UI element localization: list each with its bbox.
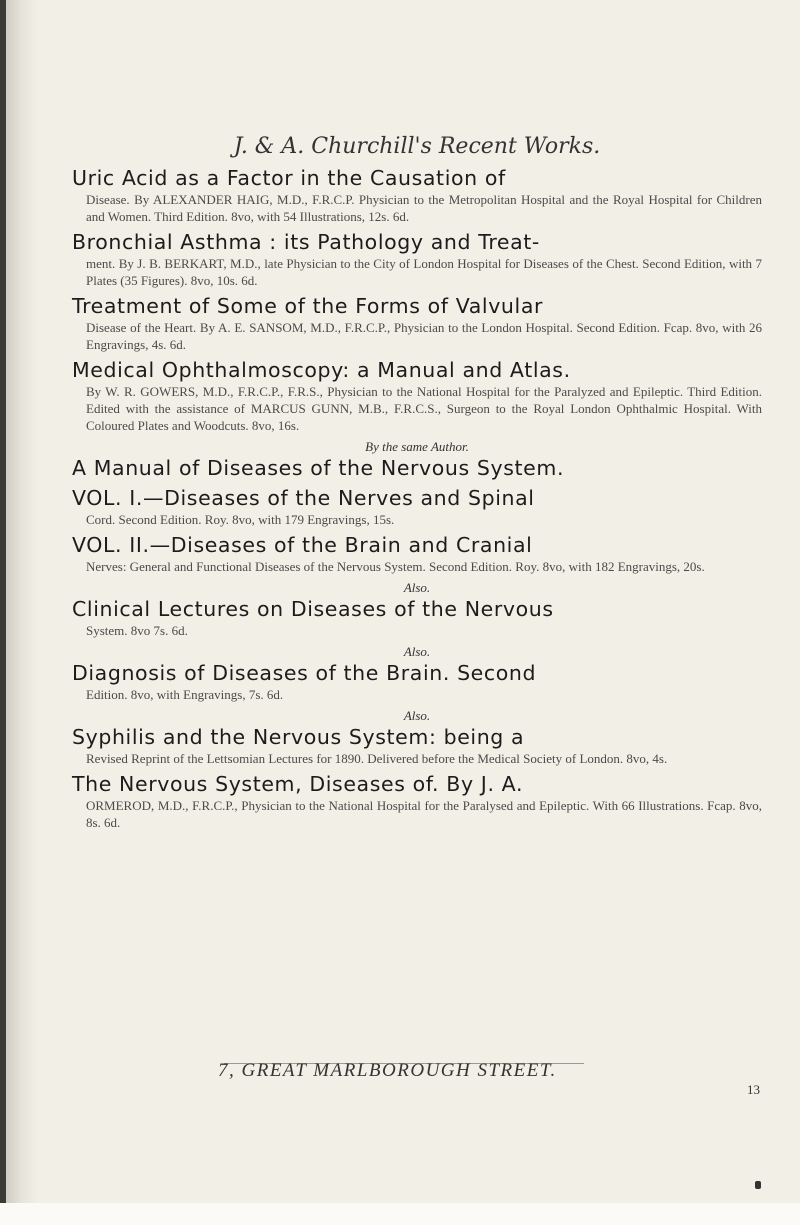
ink-blemish bbox=[755, 1181, 761, 1189]
page-number: 13 bbox=[747, 1082, 760, 1097]
book-entry bbox=[72, 533, 762, 575]
page-bottom-edge bbox=[0, 1203, 800, 1225]
book-title: The Nervous System, Diseases of. By J. A. bbox=[72, 772, 524, 796]
book-title: Medical Ophthalmoscopy: a Manual and Atlas. bbox=[72, 358, 571, 382]
book-title: Uric Acid as a Factor in the Causation of bbox=[72, 166, 506, 190]
book-entry bbox=[72, 725, 762, 767]
book-description: Disease. By ALEXANDER HAIG, M.D., F.R.C.P. Physician to the Metropolitan Hospital and the Royal Hospital for Children and Women. Third Edition. 8vo, with 54 Illustrations, 12s. 6d. bbox=[86, 192, 762, 224]
running-header: J. & A. Churchill's Recent Works. bbox=[233, 134, 601, 159]
byline-note: Also. bbox=[403, 708, 431, 723]
book-title: VOL. II.—Diseases of the Brain and Cranial bbox=[72, 533, 533, 557]
book-title: A Manual of Diseases of the Nervous System. bbox=[72, 456, 565, 480]
book-description: Revised Reprint of the Lettsomian Lectures for 1890. Delivered before the Medical Society of London. 8vo, 4s. bbox=[86, 751, 668, 766]
byline-note: Also. bbox=[403, 644, 431, 659]
book-description: Cord. Second Edition. Roy. 8vo, with 179 Engravings, 15s. bbox=[86, 512, 395, 527]
book-title: Treatment of Some of the Forms of Valvular bbox=[72, 294, 544, 318]
book-title: VOL. I.—Diseases of the Nerves and Spinal bbox=[72, 486, 535, 510]
book-entry bbox=[72, 597, 762, 639]
book-entry bbox=[72, 358, 762, 434]
book-entry bbox=[72, 661, 762, 703]
page-content bbox=[72, 134, 762, 836]
book-title: Syphilis and the Nervous System: being a bbox=[72, 725, 525, 749]
book-description: Disease of the Heart. By A. E. SANSOM, M.D., F.R.C.P., Physician to the London Hospital. Second Edition. Fcap. 8vo, with 26 Engravings, 4s. 6d. bbox=[86, 320, 762, 352]
book-description: Edition. 8vo, with Engravings, 7s. 6d. bbox=[86, 687, 284, 702]
book-list bbox=[72, 166, 762, 831]
publisher-address: 7, GREAT MARLBOROUGH STREET. bbox=[218, 1060, 557, 1081]
book-entry bbox=[72, 230, 762, 289]
book-entry bbox=[72, 772, 762, 831]
book-entry bbox=[72, 294, 762, 353]
book-entry bbox=[72, 166, 762, 225]
book-entry bbox=[72, 486, 762, 528]
book-description: By W. R. GOWERS, M.D., F.R.C.P., F.R.S., Physician to the National Hospital for the Paralyzed and Epileptic. Third Edition. Edited with the assistance of MARCUS GUNN, M.B., F.R.C.S., Surgeon to the Royal London Ophthalmic Hospital. With Coloured Plates and Woodcuts. 8vo, 16s. bbox=[86, 384, 762, 433]
book-entry bbox=[72, 456, 762, 481]
book-title: Bronchial Asthma : its Pathology and Treat- bbox=[72, 230, 540, 254]
byline-note: By the same Author. bbox=[365, 439, 469, 454]
byline-note: Also. bbox=[403, 580, 431, 595]
book-title: Diagnosis of Diseases of the Brain. Second bbox=[72, 661, 537, 685]
book-title: Clinical Lectures on Diseases of the Nervous bbox=[72, 597, 554, 621]
book-description: ment. By J. B. BERKART, M.D., late Physician to the City of London Hospital for Diseases of the Chest. Second Edition, with 7 Plates (35 Figures). 8vo, 10s. 6d. bbox=[86, 256, 762, 288]
page-fold-gradient bbox=[6, 0, 38, 1225]
book-description: Nerves: General and Functional Diseases of the Nervous System. Second Edition. Roy. 8vo, with 182 Engravings, 20s. bbox=[86, 559, 705, 574]
book-description: System. 8vo 7s. 6d. bbox=[86, 623, 188, 638]
book-description: ORMEROD, M.D., F.R.C.P., Physician to the National Hospital for the Paralysed and Epileptic. With 66 Illustrations. Fcap. 8vo, 8s. 6d. bbox=[86, 798, 762, 830]
